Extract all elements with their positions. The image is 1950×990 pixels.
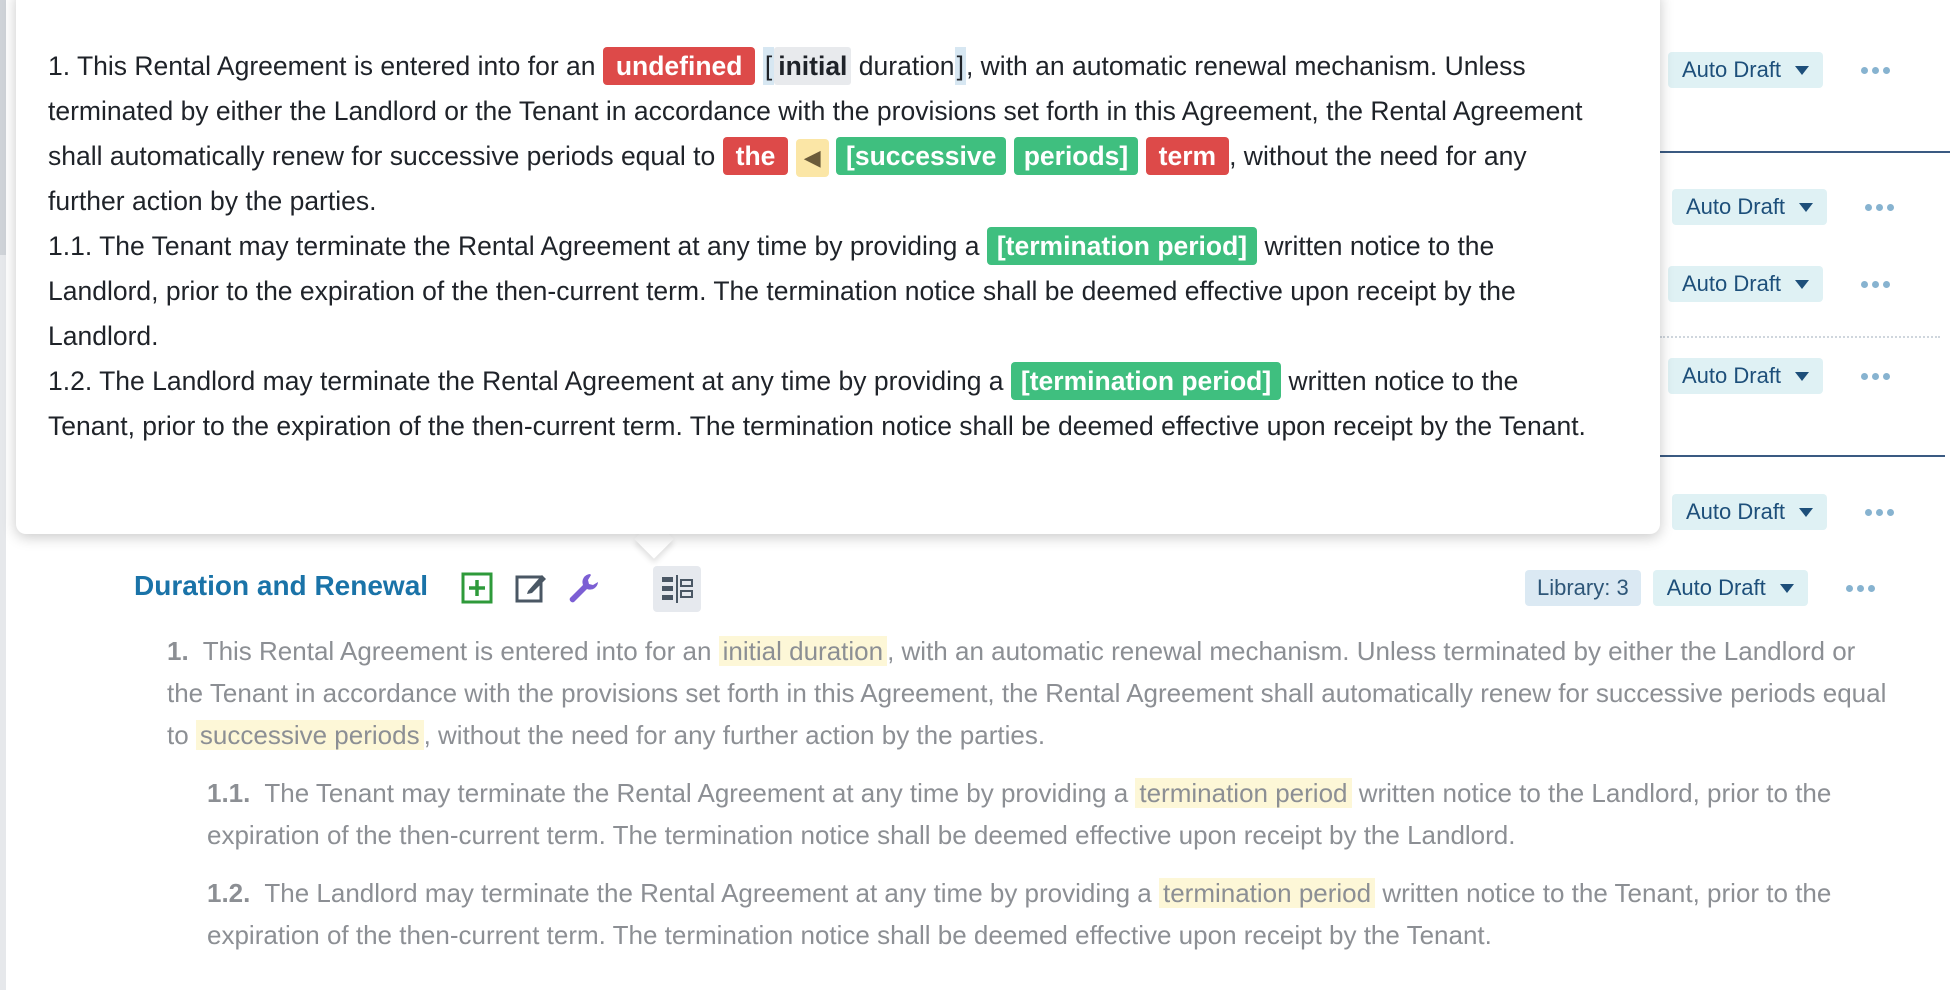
- auto-draft-dropdown[interactable]: [1668, 52, 1823, 88]
- text: written notice to the Landlord, prior to the expiration of the then-current term. The termination notice shall be deemed effective upon receipt by the Landlord.: [207, 778, 1832, 850]
- undefined-variable-tag[interactable]: undefined: [603, 47, 756, 85]
- text: , with an automatic renewal mechanism. Unless terminated by either the Landlord or the Tenant in accordance with the provisions set forth in this Agreement, the Rental Agreement shall automatically renew for successive periods equal to: [48, 51, 1583, 171]
- row-controls-1: [1668, 52, 1890, 88]
- edit-icon[interactable]: [514, 571, 548, 605]
- clause-number: 1.: [167, 636, 189, 666]
- caret-down-icon: [1795, 280, 1809, 289]
- auto-draft-dropdown[interactable]: [1668, 358, 1823, 394]
- auto-draft-dropdown[interactable]: [1672, 494, 1827, 530]
- arrow-left-icon[interactable]: ◀: [796, 139, 829, 177]
- auto-draft-dropdown[interactable]: [1668, 266, 1823, 302]
- text: The Tenant may terminate the Rental Agreement at any time by providing a: [264, 778, 1136, 808]
- more-options-icon[interactable]: [1865, 204, 1894, 211]
- text: written notice to the Tenant, prior to the expiration of the then-current term. The termination notice shall be deemed effective upon receipt by the Tenant.: [207, 878, 1832, 950]
- deleted-word-tag[interactable]: term: [1146, 137, 1229, 175]
- compare-view-button[interactable]: [653, 566, 701, 612]
- more-options-icon[interactable]: [1861, 67, 1890, 74]
- dropdown-label: Auto Draft: [1682, 57, 1782, 82]
- text: written notice to the Landlord, prior to the expiration of the then-current term. The termination notice shall be deemed effective upon receipt by the Landlord.: [48, 231, 1516, 351]
- popup-content: [48, 44, 1608, 449]
- wrench-icon[interactable]: [566, 571, 600, 605]
- caret-down-icon: [1780, 584, 1794, 593]
- dropdown-label: Auto Draft: [1682, 363, 1782, 388]
- row-separator: [1660, 336, 1940, 338]
- text: The Landlord may terminate the Rental Agreement at any time by providing a: [264, 878, 1159, 908]
- variable-highlight[interactable]: termination period: [1135, 778, 1351, 808]
- variable-highlight[interactable]: termination period: [1159, 878, 1375, 908]
- caret-down-icon: [1795, 66, 1809, 75]
- dropdown-label: Auto Draft: [1686, 499, 1786, 524]
- clause-1: [167, 630, 1897, 756]
- section-divider: [1660, 151, 1950, 153]
- text: written notice to the Tenant, prior to the expiration of the then-current term. The termination notice shall be deemed effective upon receipt by the Tenant.: [48, 366, 1586, 441]
- text: , without the need for any further action by the parties.: [48, 141, 1527, 216]
- row-controls-2: [1672, 189, 1894, 225]
- selected-word[interactable]: initial: [774, 47, 851, 85]
- text: 1.2. The Landlord may terminate the Rental Agreement at any time by providing a: [48, 366, 1011, 396]
- row-controls-4: [1668, 358, 1890, 394]
- more-options-icon[interactable]: [1865, 509, 1894, 516]
- inserted-variable-tag[interactable]: [successive: [836, 137, 1006, 175]
- split-view-icon: [660, 574, 694, 604]
- background-panel-shade: [0, 0, 6, 255]
- clause-1-2: [207, 872, 1907, 956]
- section-controls: [1525, 570, 1875, 606]
- dropdown-label: Auto Draft: [1686, 194, 1786, 219]
- inserted-variable-tag[interactable]: [termination period]: [987, 227, 1257, 265]
- deleted-word-tag[interactable]: the: [723, 137, 789, 175]
- caret-down-icon: [1795, 372, 1809, 381]
- text: 1. This Rental Agreement is entered into for an: [48, 51, 603, 81]
- auto-draft-dropdown[interactable]: [1672, 189, 1827, 225]
- popup-clause-1-2: [48, 359, 1608, 449]
- auto-draft-dropdown[interactable]: [1653, 570, 1808, 606]
- text: duration: [851, 51, 955, 81]
- variable-highlight[interactable]: initial duration: [719, 636, 887, 666]
- library-count-badge[interactable]: Library: 3: [1525, 570, 1641, 606]
- section-title[interactable]: Duration and Renewal: [134, 570, 429, 601]
- bracket: ]: [955, 47, 966, 85]
- more-options-icon[interactable]: [1861, 281, 1890, 288]
- caret-down-icon: [1799, 203, 1813, 212]
- variable-highlight[interactable]: successive periods: [196, 720, 424, 750]
- popup-clause-1: [48, 44, 1608, 224]
- dropdown-label: Auto Draft: [1666, 575, 1766, 600]
- more-options-icon[interactable]: [1861, 373, 1890, 380]
- inserted-variable-tag[interactable]: periods]: [1014, 137, 1139, 175]
- add-clause-icon[interactable]: [460, 571, 494, 605]
- text: This Rental Agreement is entered into for an: [202, 636, 719, 666]
- dropdown-label: Auto Draft: [1682, 271, 1782, 296]
- background-panel-edge: [0, 0, 6, 990]
- clause-number: 1.2.: [207, 878, 251, 908]
- inserted-variable-tag[interactable]: [termination period]: [1011, 362, 1281, 400]
- popup-clause-1-1: [48, 224, 1608, 359]
- text: , without the need for any further action by the parties.: [423, 720, 1046, 750]
- clause-1-1: [207, 772, 1907, 856]
- row-controls-3: [1668, 266, 1890, 302]
- text: , with an automatic renewal mechanism. Unless terminated by either the Landlord or the Tenant in accordance with the provisions set forth in this Agreement, the Rental Agreement shall automatically renew for successive periods equal to: [167, 636, 1887, 750]
- bracket: [: [763, 47, 774, 85]
- clause-number: 1.1.: [207, 778, 251, 808]
- more-options-icon[interactable]: [1846, 585, 1875, 592]
- popup-arrow-cover: [626, 512, 686, 534]
- caret-down-icon: [1799, 508, 1813, 517]
- row-controls-5: [1672, 494, 1894, 530]
- text: 1.1. The Tenant may terminate the Rental Agreement at any time by providing a: [48, 231, 987, 261]
- section-divider: [1660, 455, 1945, 457]
